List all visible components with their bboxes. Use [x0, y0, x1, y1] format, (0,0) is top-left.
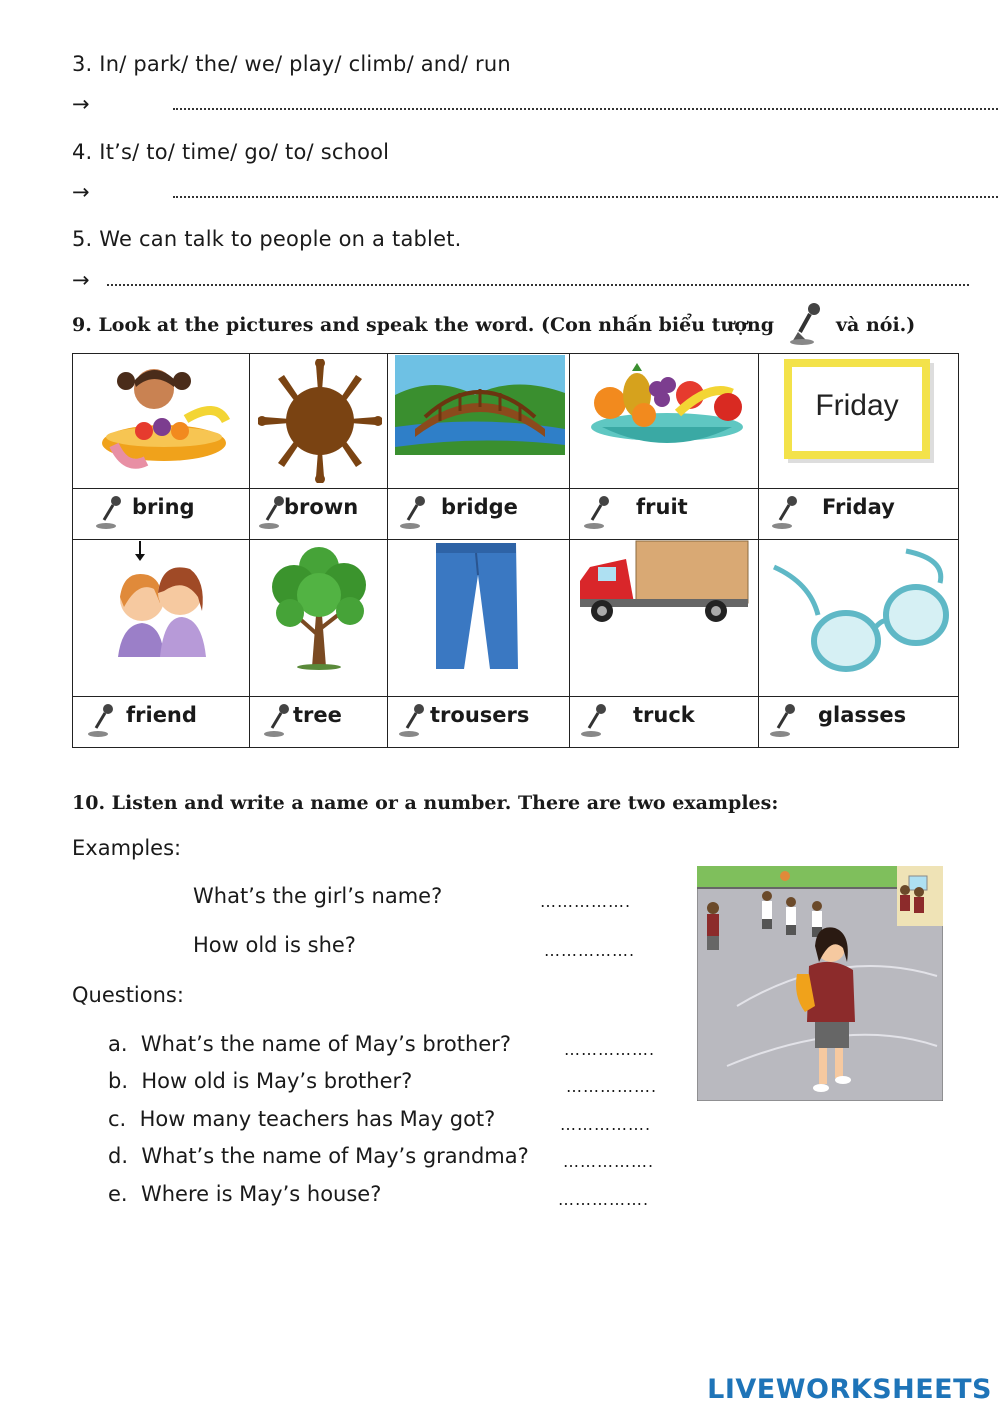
word-friday: Friday — [822, 495, 895, 519]
arrow-icon: → — [72, 92, 90, 116]
playground-illustration — [697, 866, 943, 1101]
microphone-icon[interactable] — [92, 494, 126, 530]
word-truck: truck — [633, 703, 695, 727]
example-question: What’s the girl’s name? — [193, 884, 443, 908]
microphone-icon[interactable] — [784, 300, 828, 346]
word-tree: tree — [293, 703, 342, 727]
examples-label: Examples: — [72, 836, 182, 860]
microphone-icon[interactable] — [396, 494, 430, 530]
section9-title: 9. Look at the pictures and speak the word. (Con nhấn biểu tượng — [72, 314, 774, 336]
question-d: d. What’s the name of May’s grandma? — [108, 1144, 529, 1168]
answer-d[interactable]: ……………. — [563, 1152, 655, 1171]
tree-image — [264, 545, 374, 670]
truck-image — [576, 539, 752, 629]
friday-card: Friday — [784, 359, 930, 459]
answer-e[interactable]: ……………. — [558, 1190, 650, 1209]
glasses-image — [770, 543, 952, 673]
fruit-bowl-image — [582, 363, 752, 453]
microphone-icon[interactable] — [260, 702, 294, 738]
q3-prompt: 3. In/ park/ the/ we/ play/ climb/ and/ run — [72, 52, 511, 76]
word-bridge: bridge — [441, 495, 518, 519]
example-question: How old is she? — [193, 933, 356, 957]
word-friend: friend — [126, 703, 197, 727]
example-answer[interactable]: ……………. — [544, 941, 636, 960]
question-c: c. How many teachers has May got? — [108, 1107, 496, 1131]
word-brown: brown — [284, 495, 359, 519]
microphone-icon[interactable] — [395, 702, 429, 738]
questions-label: Questions: — [72, 983, 184, 1007]
microphone-icon[interactable] — [580, 494, 614, 530]
arrow-icon: → — [72, 180, 90, 204]
q5-answer-line[interactable] — [72, 268, 942, 298]
q3-answer-line[interactable] — [72, 92, 942, 122]
example-answer[interactable]: ……………. — [540, 892, 632, 911]
section10-title: 10. Listen and write a name or a number. There are two examples: — [72, 792, 779, 814]
section9-title-end: và nói.) — [836, 314, 916, 336]
answer-c[interactable]: ……………. — [560, 1115, 652, 1134]
microphone-icon[interactable] — [577, 702, 611, 738]
microphone-icon[interactable] — [768, 494, 802, 530]
girl-with-fruit-basket-image — [86, 361, 236, 481]
answer-a[interactable]: ……………. — [564, 1040, 656, 1059]
arrow-icon: → — [72, 268, 90, 292]
q4-prompt: 4. It’s/ to/ time/ go/ to/ school — [72, 140, 390, 164]
word-glasses: glasses — [818, 703, 907, 727]
vocab-grid — [72, 353, 959, 748]
two-friends-image — [98, 541, 228, 659]
microphone-icon[interactable] — [84, 702, 118, 738]
word-trousers: trousers — [430, 703, 530, 727]
wooden-bridge-image — [395, 355, 565, 455]
trousers-image — [430, 541, 522, 671]
liveworksheets-logo: LIVEWORKSHEETS — [707, 1374, 992, 1405]
word-fruit: fruit — [636, 495, 688, 519]
question-b: b. How old is May’s brother? — [108, 1069, 413, 1093]
q5-prompt: 5. We can talk to people on a tablet. — [72, 227, 462, 251]
microphone-icon[interactable] — [766, 702, 800, 738]
answer-b[interactable]: ……………. — [566, 1077, 658, 1096]
word-bring: bring — [132, 495, 195, 519]
q4-answer-line[interactable] — [72, 180, 942, 210]
brown-splash-image — [258, 359, 382, 483]
question-e: e. Where is May’s house? — [108, 1182, 382, 1206]
question-a: a. What’s the name of May’s brother? — [108, 1032, 511, 1056]
